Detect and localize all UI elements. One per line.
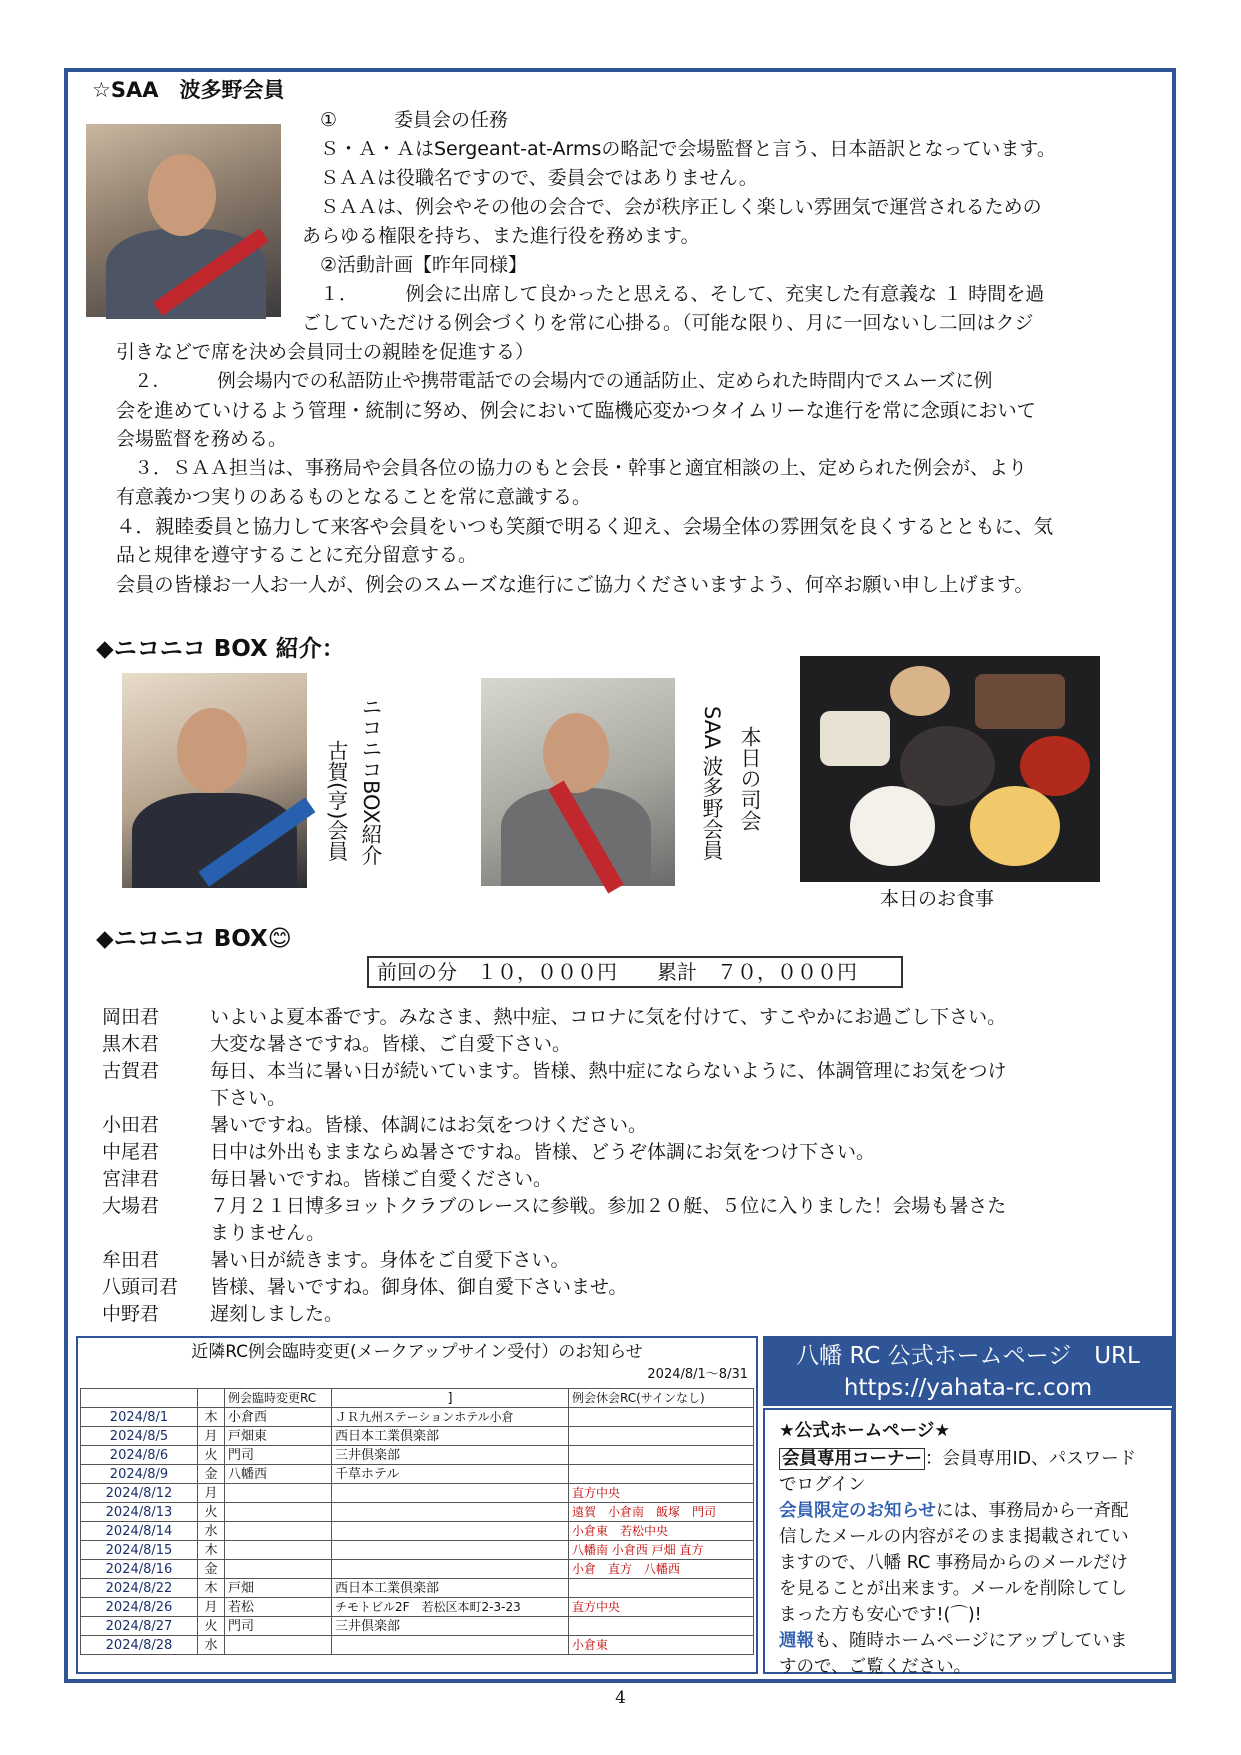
table-cell-club bbox=[225, 1503, 332, 1522]
weekly-report-label[interactable]: 週報 bbox=[779, 1631, 814, 1651]
table-cell-venue bbox=[332, 1522, 569, 1541]
table-cell-date: 2024/8/22 bbox=[81, 1579, 198, 1598]
table-cell-cancel: 小倉東 bbox=[569, 1636, 754, 1655]
niko-message: 宮津君 毎日暑いですね。皆様ご自愛ください。 bbox=[102, 1168, 553, 1190]
table-cell-venue bbox=[332, 1636, 569, 1655]
table-row bbox=[81, 1636, 754, 1655]
table-cell-date: 2024/8/1 bbox=[81, 1408, 198, 1427]
table-cell-venue: 千草ホテル bbox=[332, 1465, 569, 1484]
homepage-box bbox=[763, 1336, 1173, 1677]
table-row bbox=[81, 1579, 754, 1598]
table-header-row: 例会臨時変更RC ] 例会休会RC(サインなし) bbox=[81, 1389, 754, 1408]
table-cell-cancel bbox=[569, 1446, 754, 1465]
table-cell-club: 小倉西 bbox=[225, 1408, 332, 1427]
table-cell-cancel: 直方中央 bbox=[569, 1598, 754, 1617]
table-row bbox=[81, 1598, 754, 1617]
table-cell-club bbox=[225, 1560, 332, 1579]
table-cell-day: 水 bbox=[198, 1636, 225, 1655]
hatano-member-photo bbox=[481, 678, 675, 886]
niko-box-heading: ◆ニコニコ BOX😊 bbox=[96, 926, 292, 952]
table-cell-day: 火 bbox=[198, 1617, 225, 1636]
table-cell-venue: チモトビル2F 若松区本町2-3-23 bbox=[332, 1598, 569, 1617]
saa-line: ごしていただける例会づくりを常に心掛る。（可能な限り、月に一回ないし二回はクジ bbox=[302, 312, 1034, 334]
saa-line: ＳＡＡは、例会やその他の会合で、会が秩序正しく楽しい雰囲気で運営されるための bbox=[320, 196, 1042, 218]
meal-photo bbox=[800, 656, 1100, 882]
table-cell-date: 2024/8/26 bbox=[81, 1598, 198, 1617]
table-cell-date: 2024/8/9 bbox=[81, 1465, 198, 1484]
table-cell-club: 門司 bbox=[225, 1617, 332, 1636]
saa-line: ２． 例会場内での私語防止や携帯電話での会場内での通話防止、定められた時間内でスムーズに例 bbox=[134, 371, 993, 392]
table-cell-cancel bbox=[569, 1465, 754, 1484]
table-cell-venue bbox=[332, 1503, 569, 1522]
table-cell-club: 戸畑 bbox=[225, 1579, 332, 1598]
niko-message: 八頭司君 皆様、暑いですね。御身体、御自愛下さいませ。 bbox=[102, 1276, 628, 1298]
saa-line: ＳＡＡは役職名ですので、委員会ではありません。 bbox=[320, 167, 758, 189]
saa-line: 品と規律を遵守することに充分留意する。 bbox=[116, 544, 478, 566]
table-cell-club: 若松 bbox=[225, 1598, 332, 1617]
saa-line: ②活動計画【昨年同様】 bbox=[320, 254, 528, 276]
table-cell-day: 火 bbox=[198, 1446, 225, 1465]
schedule-title: 近隣RC例会臨時変更(メークアップサイン受付）のお知らせ bbox=[191, 1342, 643, 1362]
table-cell-club: 門司 bbox=[225, 1446, 332, 1465]
table-row bbox=[81, 1522, 754, 1541]
table-cell-date: 2024/8/28 bbox=[81, 1636, 198, 1655]
table-cell-date: 2024/8/16 bbox=[81, 1560, 198, 1579]
saa-line: 会場監督を務める。 bbox=[116, 428, 288, 450]
table-row bbox=[81, 1503, 754, 1522]
caption-host: 本日の司会 bbox=[738, 726, 762, 831]
table-cell-club bbox=[225, 1522, 332, 1541]
table-cell-day: 金 bbox=[198, 1465, 225, 1484]
table-cell-venue: ＪＲ九州ステーションホテル小倉 bbox=[332, 1408, 569, 1427]
saa-line: ４．親睦委員と協力して来客や会員をいつも笑顔で明るく迎え、会場全体の雰囲気を良くするとともに、気 bbox=[116, 515, 1054, 538]
notice-text: を見ることが出来ます。メールを削除してし bbox=[779, 1579, 1128, 1599]
caption-hatano-member: SAA 波多野会員 bbox=[700, 706, 724, 861]
table-cell-venue: 三井倶楽部 bbox=[332, 1617, 569, 1636]
niko-message: 古賀君 毎日、本当に暑い日が続いています。皆様、熱中症にならないように、体調管理にお気をつけ bbox=[102, 1060, 1007, 1082]
niko-message: 小田君 暑いですね。皆様、体調にはお気をつけください。 bbox=[102, 1114, 648, 1136]
homepage-url-link[interactable]: https://yahata-rc.com bbox=[843, 1375, 1093, 1401]
table-cell-venue bbox=[332, 1484, 569, 1503]
members-corner-line: 会員専用コーナー ：会員専用ID、パスワード bbox=[779, 1446, 1136, 1472]
table-cell-day: 水 bbox=[198, 1522, 225, 1541]
table-row bbox=[81, 1484, 754, 1503]
table-cell-date: 2024/8/14 bbox=[81, 1522, 198, 1541]
niko-message: 中尾君 日中は外出もままならぬ暑さですね。皆様、どうぞ体調にお気をつけ下さい。 bbox=[102, 1141, 876, 1163]
koga-member-photo bbox=[122, 673, 307, 888]
makeup-schedule bbox=[76, 1336, 758, 1674]
table-cell-day: 木 bbox=[198, 1541, 225, 1560]
table-cell-date: 2024/8/5 bbox=[81, 1427, 198, 1446]
table-cell-day: 月 bbox=[198, 1427, 225, 1446]
homepage-info bbox=[763, 1408, 1173, 1677]
table-row bbox=[81, 1408, 754, 1427]
saa-line: Ｓ・Ａ・ＡはSergeant-at-Armsの略記で会場監督と言う、日本語訳となっています。 bbox=[320, 138, 1056, 160]
niko-message: 大場君 ７月２１日博多ヨットクラブのレースに参戦。参加２０艇、５位に入りました！会場も暑さた bbox=[102, 1195, 1007, 1217]
table-cell-venue bbox=[332, 1560, 569, 1579]
table-cell-club: 戸畑東 bbox=[225, 1427, 332, 1446]
notice-line: 会員限定のお知らせには、事務局から一斉配 bbox=[779, 1501, 1129, 1521]
table-cell-club bbox=[225, 1636, 332, 1655]
table-cell-venue: 西日本工業倶楽部 bbox=[332, 1427, 569, 1446]
table-cell-venue: 西日本工業倶楽部 bbox=[332, 1579, 569, 1598]
weekly-text: すので、ご覧ください。 bbox=[779, 1657, 972, 1677]
niko-message: まりません。 bbox=[210, 1222, 326, 1244]
table-cell-day: 木 bbox=[198, 1408, 225, 1427]
table-row bbox=[81, 1446, 754, 1465]
table-cell-day: 月 bbox=[198, 1484, 225, 1503]
table-row bbox=[81, 1560, 754, 1579]
homepage-heading: ★公式ホームページ★ bbox=[779, 1421, 951, 1441]
table-cell-club: 八幡西 bbox=[225, 1465, 332, 1484]
table-row bbox=[81, 1427, 754, 1446]
table-cell-cancel: 直方中央 bbox=[569, 1484, 754, 1503]
members-notice-label[interactable]: 会員限定のお知らせ bbox=[779, 1501, 936, 1521]
table-row bbox=[81, 1465, 754, 1484]
niko-message: 岡田君 いよいよ夏本番です。みなさま、熱中症、コロナに気を付けて、すこやかにお過ごし下さい。 bbox=[102, 1006, 1007, 1028]
table-cell-cancel: 八幡南 小倉西 戸畑 直方 bbox=[569, 1541, 754, 1560]
table-cell-day: 月 bbox=[198, 1598, 225, 1617]
table-cell-cancel bbox=[569, 1579, 754, 1598]
meal-caption: 本日のお食事 bbox=[880, 888, 995, 910]
weekly-line: 週報も、随時ホームページにアップしていま bbox=[779, 1631, 1128, 1651]
table-cell-venue: 三井倶楽部 bbox=[332, 1446, 569, 1465]
table-cell-date: 2024/8/27 bbox=[81, 1617, 198, 1636]
table-cell-club bbox=[225, 1541, 332, 1560]
table-cell-date: 2024/8/6 bbox=[81, 1446, 198, 1465]
niko-box-total: 前回の分 １０，０００円 累計 ７０，０００円 bbox=[367, 956, 903, 988]
notice-text: ますので、八幡 RC 事務局からのメールだけ bbox=[779, 1553, 1128, 1573]
saa-line: 会員の皆様お一人お一人が、例会のスムーズな進行にご協力くださいますよう、何卒お願い申し上げます。 bbox=[116, 573, 1034, 596]
notice-text: まった方も安心です!(⌒)! bbox=[779, 1605, 982, 1625]
table-cell-cancel: 遠賀 小倉南 飯塚 門司 bbox=[569, 1503, 754, 1522]
table-cell-venue bbox=[332, 1541, 569, 1560]
saa-line: 引きなどで席を決め会員同士の親睦を促進する） bbox=[116, 341, 535, 363]
table-cell-club bbox=[225, 1484, 332, 1503]
niko-message: 中野君 遅刻しました。 bbox=[102, 1303, 344, 1325]
saa-member-photo bbox=[86, 124, 281, 317]
saa-line: 会を進めていけるよう管理・統制に努め、例会において臨機応変かつタイムリーな進行を常に念頭において bbox=[116, 399, 1036, 422]
saa-line: 有意義かつ実りのあるものとなることを常に意識する。 bbox=[116, 486, 592, 508]
table-cell-cancel: 小倉 直方 八幡西 bbox=[569, 1560, 754, 1579]
saa-line: あらゆる権限を持ち、また進行役を務めます。 bbox=[302, 225, 700, 247]
table-row bbox=[81, 1541, 754, 1560]
homepage-banner-title: 八幡 RC 公式ホームページ URL bbox=[796, 1343, 1140, 1369]
niko-message: 黒木君 大変な暑さですね。皆様、ご自愛下さい。 bbox=[102, 1033, 572, 1055]
caption-koga-member: 古賀(亨)会員 bbox=[325, 740, 349, 862]
niko-message: 下さい。 bbox=[210, 1087, 287, 1109]
page-number: 4 bbox=[615, 1688, 626, 1708]
niko-message: 牟田君 暑い日が続きます。身体をご自愛下さい。 bbox=[102, 1249, 570, 1271]
saa-line: １． 例会に出席して良かったと思える、そして、充実した有意義な １ 時間を過 bbox=[320, 283, 1045, 305]
table-cell-day: 火 bbox=[198, 1503, 225, 1522]
schedule-period: 2024/8/1～8/31 bbox=[647, 1367, 748, 1382]
saa-line: ３．ＳＡＡ担当は、事務局や会員各位の協力のもと会長・幹事と適宜相談の上、定められた例会が、より bbox=[134, 457, 1028, 479]
notice-text: 信したメールの内容がそのまま掲載されてい bbox=[779, 1527, 1129, 1547]
table-cell-cancel: 小倉東 若松中央 bbox=[569, 1522, 754, 1541]
table-cell-day: 木 bbox=[198, 1579, 225, 1598]
saa-line: ① 委員会の任務 bbox=[320, 109, 509, 131]
table-cell-date: 2024/8/15 bbox=[81, 1541, 198, 1560]
caption-niko-intro: ニコニコBOX紹介 bbox=[359, 696, 383, 866]
table-cell-cancel bbox=[569, 1617, 754, 1636]
table-cell-date: 2024/8/13 bbox=[81, 1503, 198, 1522]
members-corner-label[interactable]: 会員専用コーナー bbox=[779, 1448, 925, 1470]
schedule-table bbox=[80, 1388, 754, 1655]
table-row bbox=[81, 1617, 754, 1636]
login-text: でログイン bbox=[779, 1475, 866, 1495]
saa-heading: ☆SAA 波多野会員 bbox=[92, 78, 285, 102]
table-cell-cancel bbox=[569, 1408, 754, 1427]
table-cell-day: 金 bbox=[198, 1560, 225, 1579]
niko-intro-heading: ◆ニコニコ BOX 紹介： bbox=[96, 636, 345, 662]
homepage-banner bbox=[763, 1336, 1173, 1406]
table-cell-cancel bbox=[569, 1427, 754, 1446]
table-cell-date: 2024/8/12 bbox=[81, 1484, 198, 1503]
